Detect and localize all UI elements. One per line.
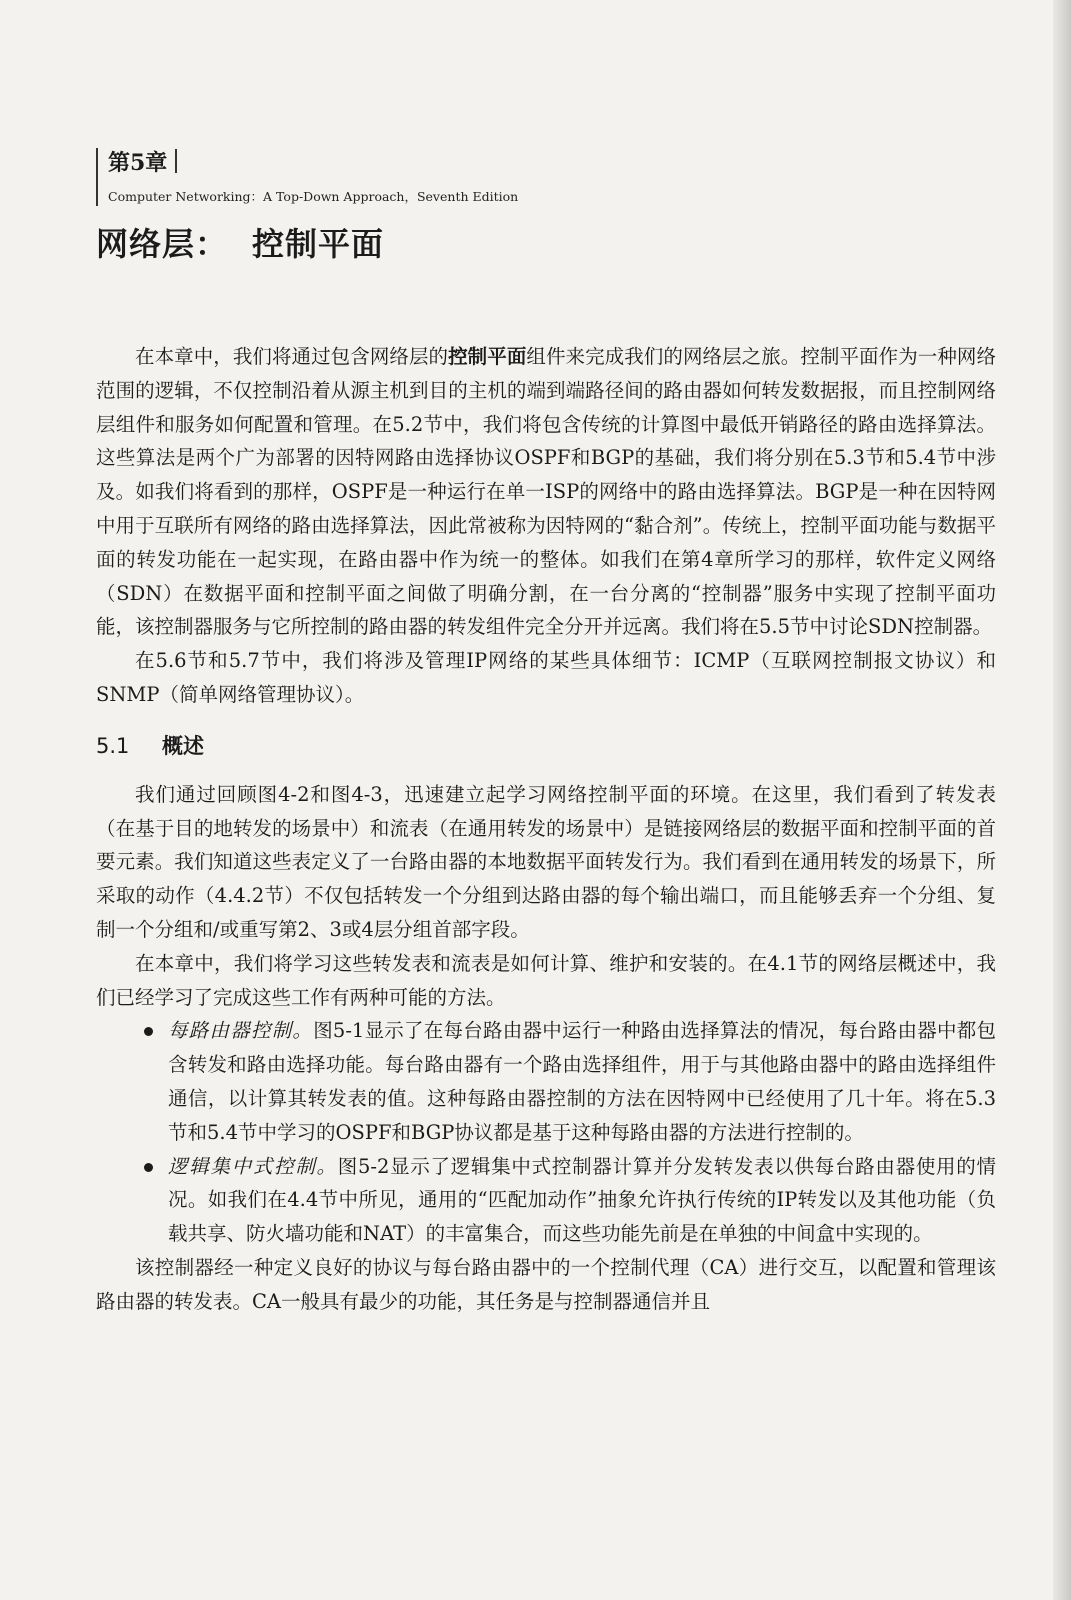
list-item [144,1150,996,1251]
body-text [96,340,996,1319]
section-number: 5.1 [96,733,130,758]
section-paragraph-3: 该控制器经一种定义良好的协议与每台路由器中的一个控制代理（CA）进行交互，以配置和管理该路由器的转发表。CA一般具有最少的功能，其任务是与控制器通信并且 [96,1255,996,1313]
list-item-term: 每路由器控制。 [168,1019,314,1043]
intro-paragraph-2: 在5.6节和5.7节中，我们将涉及管理IP网络的某些具体细节：ICMP（互联网控制报文协议）和SNMP（简单网络管理协议）。 [96,649,996,706]
list-item [144,1014,996,1149]
intro-p1-text-b: 组件来完成我们的网络层之旅。控制平面作为一种网络范围的逻辑，不仅控制沿着从源主机到目的主机的端到端路径间的路由器如何转发数据报，而且控制网络层组件和服务如何配置和管理。在5.2节中，我们将包含传统的计算图中最低开销路径的路由选择算法。这些算法是两个广为部署的因特网路由选择协议OSPF和BGP的基础，我们将分别在5.3节和5.4节中涉及。如我们将看到的那样，OSPF是一种运行在单一ISP的网络中的路由选择算法。BGP是一种在因特网中用于互联所有网络的路由选择算法，因此常被称为因特网的“黏合剂”。传统上，控制平面功能与数据平面的转发功能在一起实现，在路由器中作为统一的整体。如我们在第4章所学习的那样，软件定义网络（SDN）在数据平面和控制平面之间做了明确分割，在一台分离的“控制器”服务中实现了控制平面功能，该控制器服务与它所控制的路由器的转发组件完全分开并远离。我们将在5.5节中讨论SDN控制器。 [96,345,996,639]
intro-p1-text-a: 在本章中，我们将通过包含网络层的 [135,345,449,368]
page-binding-edge [1053,0,1071,1600]
chapter-label [108,148,518,178]
section-title: 概述 [162,733,204,758]
section-heading [96,728,996,764]
list-item-text: 图5-1显示了在每台路由器中运行一种路由选择算法的情况，每台路由器中都包含转发和路由选择功能。每台路由器有一个路由选择组件，用于与其他路由器中的路由选择组件通信，以计算其转发表的值。这种每路由器控制的方法在因特网中已经使用了几十年。将在5.3节和5.4节中学习的OSPF和BGP协议都是基于这种每路由器的方法进行控制的。 [168,1019,996,1144]
approach-list [96,1014,996,1251]
chapter-label-divider [175,149,177,173]
intro-paragraph-1 [96,340,996,644]
chapter-title-part1: 网络层： [96,225,229,263]
bullet-dot-icon [144,1027,153,1036]
intro-p1-bold-term: 控制平面 [448,345,527,368]
bullet-dot-icon [144,1163,153,1172]
chapter-title [96,224,384,264]
chapter-title-part2: 控制平面 [252,225,385,263]
section-paragraph-1: 我们通过回顾图4-2和图4-3，迅速建立起学习网络控制平面的环境。在这里，我们看到了转发表（在基于目的地转发的场景中）和流表（在通用转发的场景中）是链接网络层的数据平面和控制平面的首要元素。我们知道这些表定义了一台路由器的本地数据平面转发行为。我们看到在通用转发的场景下，所采取的动作（4.4.2节）不仅包括转发一个分组到达路由器的每个输出端口，而且能够丢弃一个分组、复制一个分组和/或重写第2、3或4层分组首部字段。 [96,782,996,941]
section-paragraph-2: 在本章中，我们将学习这些转发表和流表是如何计算、维护和安装的。在4.1节的网络层概述中，我们已经学习了完成这些工作有两种可能的方法。 [96,951,996,1009]
list-item-text: 图5-2显示了逻辑集中式控制器计算并分发转发表以供每台路由器使用的情况。如我们在4.4节中所见，通用的“匹配加动作”抽象允许执行传统的IP转发以及其他功能（负载共享、防火墙功能和NAT）的丰富集合，而这些功能先前是在单独的中间盒中实现的。 [168,1154,996,1246]
chapter-header [96,148,518,206]
book-subtitle: Computer Networking：A Top-Down Approach，Seventh Edition [108,189,519,204]
chapter-label-text: 第5章 [108,150,168,176]
list-item-term: 逻辑集中式控制。 [168,1154,338,1178]
